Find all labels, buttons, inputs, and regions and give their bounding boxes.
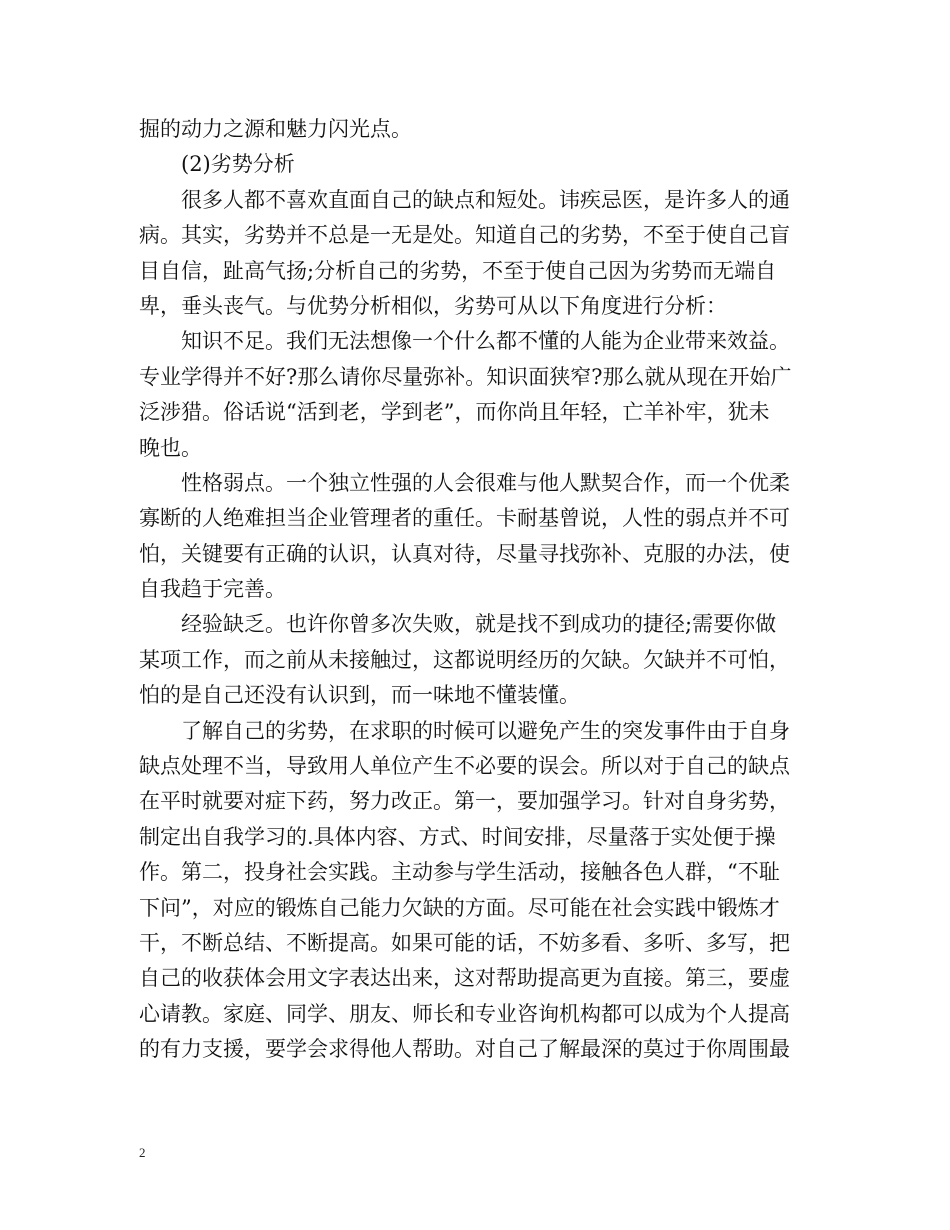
- text-line: 的有力支援，要学会求得他人帮助。对自己了解最深的莫过于你周围最: [139, 1037, 790, 1062]
- text-line: (2)劣势分析: [181, 152, 295, 177]
- text-line: 很多人都不喜欢直面自己的缺点和短处。讳疾忌医，是许多人的通: [181, 187, 790, 212]
- text-line: 在平时就要对症下药，努力改正。第一，要加强学习。针对自身劣势，: [139, 789, 790, 814]
- body-text: [139, 112, 815, 1068]
- text-line: 经验缺乏。也许你曾多次失败，就是找不到成功的捷径;需要你做: [181, 612, 777, 637]
- text-line: 卑，垂头丧气。与优势分析相似，劣势可从以下角度进行分析：: [139, 293, 727, 318]
- text-line: 某项工作，而之前从未接触过，这都说明经历的欠缺。欠缺并不可怕，: [139, 647, 790, 672]
- text-line: 性格弱点。一个独立性强的人会很难与他人默契合作，而一个优柔: [181, 470, 790, 495]
- text-line: 晚也。: [139, 435, 202, 460]
- text-line: 掘的动力之源和魅力闪光点。: [139, 117, 412, 141]
- text-line: 心请教。家庭、同学、朋友、师长和专业咨询机构都可以成为个人提高: [139, 1001, 790, 1026]
- text-line: 缺点处理不当，导致用人单位产生不必要的误会。所以对于自己的缺点: [139, 754, 790, 779]
- text-line: 目自信，趾高气扬;分析自己的劣势，不至于使自己因为劣势而无端自: [139, 258, 777, 283]
- text-line: 怕，关键要有正确的认识，认真对待，尽量寻找弥补、克服的办法，使: [139, 541, 790, 566]
- text-line: 作。第二，投身社会实践。主动参与学生活动，接触各色人群，“不耻: [139, 860, 780, 885]
- text-line: 泛涉猎。俗话说“活到老，学到老”，而你尚且年轻，亡羊补牢，犹未: [139, 400, 770, 425]
- text-line: 怕的是自己还没有认识到，而一味地不懂装懂。: [139, 683, 580, 708]
- text-line: 干，不断总结、不断提高。如果可能的话，不妨多看、多听、多写，把: [139, 930, 790, 955]
- text-line: 自己的收获体会用文字表达出来，这对帮助提高更为直接。第三，要虚: [139, 966, 790, 991]
- text-line: 知识不足。我们无法想像一个什么都不懂的人能为企业带来效益。: [181, 329, 790, 354]
- text-line: 制定出自我学习的.具体内容、方式、时间安排，尽量落于实处便于操: [139, 824, 776, 849]
- text-line: 病。其实，劣势并不总是一无是处。知道自己的劣势，不至于使自己盲: [139, 223, 790, 248]
- text-line: 寡断的人绝难担当企业管理者的重任。卡耐基曾说，人性的弱点并不可: [139, 506, 790, 531]
- text-line: 专业学得并不好?那么请你尽量弥补。知识面狭窄?那么就从现在开始广: [139, 364, 792, 389]
- text-line: 了解自己的劣势，在求职的时候可以避免产生的突发事件由于自身: [181, 718, 790, 743]
- page-number: 2: [139, 1145, 146, 1160]
- text-line: 下问”，对应的锻炼自己能力欠缺的方面。尽可能在社会实践中锻炼才: [139, 895, 780, 920]
- text-line: 自我趋于完善。: [139, 577, 286, 602]
